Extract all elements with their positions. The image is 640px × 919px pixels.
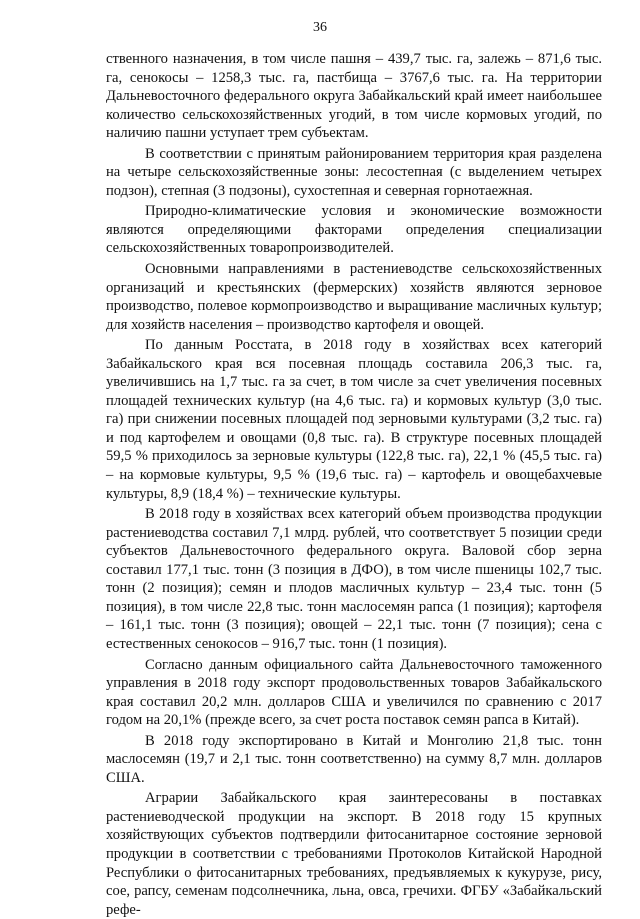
paragraph-zoning: В соответствии с принятым районированием территория края разделена на четыре сельскохозяйственные зоны: лесостепная (с выделением четырех подзон), степная (3 подзоны), сухостепная и северная горнотаежная.: [106, 145, 602, 199]
paragraph-export-oilseeds: В 2018 году экспортировано в Китай и Монголию 21,8 тыс. тонн маслосемян (19,7 и 2,1 тыс. тонн соответственно) на сумму 8,7 млн. долларов США.: [106, 732, 602, 786]
document-body: [106, 50, 602, 919]
page-number: 36: [313, 20, 327, 35]
paragraph-production: В 2018 году в хозяйствах всех категорий объем производства продукции растениеводства составил 7,1 млрд. рублей, что соответствует 5 позиции среди субъектов Дальневосточного федерального округа. Валовой сбор зерна составил 177,1 тыс. тонн (3 позиция в ДФО), в том числе пшеницы 102,7 тыс. тонн (2 позиция); семян и плодов масличных культур – 23,4 тыс. тонн (5 позиция), в том числе 22,8 тыс. тонн маслосемян рапса (1 позиция); картофеля – 161,1 тыс. тонн (3 позиция); овощей – 22,1 тыс. тонн (7 позиция); сена с естественных сенокосов – 916,7 тыс. тонн (1 позиция).: [106, 506, 602, 652]
paragraph-export-customs: Согласно данным официального сайта Дальневосточного таможенного управления в 2018 году экспорт продовольственных товаров Забайкальского края составил 20,2 млн. долларов США и увеличился по сравнению с 2017 годом на 20,1% (прежде всего, за счет роста поставок семян рапса в Китай).: [106, 656, 602, 729]
paragraph-land-use: ственного назначения, в том числе пашня – 439,7 тыс. га, залежь – 871,6 тыс. га, сенокосы – 1258,3 тыс. га, пастбища – 3767,6 тыс. га. На территории Дальневосточного федерального округа Забайкальский край имеет наибольшее количество сельскохозяйственных угодий, в том числе кормовых угодий, по наличию пашни уступает трем субъектам.: [106, 51, 602, 142]
paragraph-phytosanitary: Аграрии Забайкальского края заинтересованы в поставках растениеводческой продукции на экспорт. В 2018 году 15 крупных хозяйствующих субъектов подтвердили фитосанитарное состояние зерновой продукции в соответствии с требованиями Протоколов Китайской Народной Республики о фитосанитарных требованиях, предъявляемых к кукурузе, рису, сое, рапсу, семенам подсолнечника, льна, овса, гречихи. ФГБУ «Забайкальский рефе-: [106, 790, 602, 918]
paragraph-sown-area: По данным Росстата, в 2018 году в хозяйствах всех категорий Забайкальского края вся посевная площадь составила 206,3 тыс. га, увеличившись на 1,7 тыс. га за счет, в том числе за счет увеличения посевных площадей технических культур (на 4,6 тыс. га) и кормовых культур (3,0 тыс. га) при снижении посевных площадей под зерновыми культурами (3,2 тыс. га) и под картофелем и овощами (0,8 тыс. га). В структуре посевных площадей 59,5 % приходилось за зерновые культуры (122,8 тыс. га), 22,1 % (45,5 тыс. га) – на кормовые культуры, 9,5 % (19,6 тыс. га) – картофель и овощебахчевые культуры, 8,9 (18,4 %) – технические культуры.: [106, 337, 602, 502]
paragraph-climate: Природно-климатические условия и экономические возможности являются определяющими факторами определения специализации сельскохозяйственных товаропроизводителей.: [106, 203, 602, 257]
paragraph-crop-directions: Основными направлениями в растениеводстве сельскохозяйственных организаций и крестьянских (фермерских) хозяйств являются зерновое производство, полевое кормопроизводство и выращивание масличных культур; для хозяйств населения – производство картофеля и овощей.: [106, 261, 602, 333]
